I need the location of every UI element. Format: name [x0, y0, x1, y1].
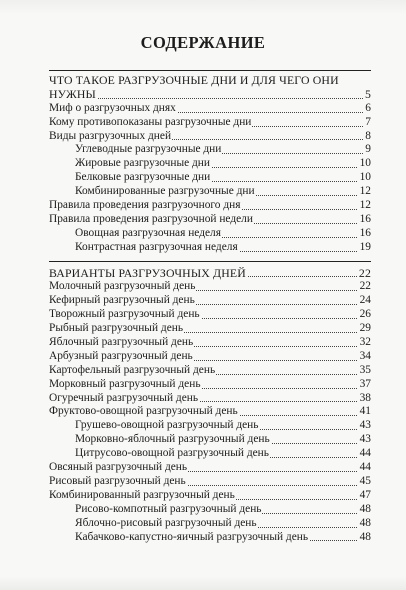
- section-divider: [49, 261, 371, 262]
- toc-entry-label: Фруктово-овощной разгрузочный день: [49, 405, 238, 418]
- toc-entry-label: Яблочный разгрузочный день: [49, 336, 194, 349]
- toc-page-number: 24: [359, 294, 371, 307]
- toc-entry: [49, 392, 371, 406]
- toc-section-heading-cont: [49, 88, 371, 102]
- toc-subentry: [49, 171, 371, 185]
- toc-entry: [49, 350, 371, 364]
- toc-page-number: 16: [359, 226, 371, 239]
- toc-entry-label: Правила проведения разгрузочной недели: [49, 212, 253, 225]
- toc-entry-label: Кабачково-капустно-яичный разгрузочный день: [75, 530, 309, 543]
- toc-page-number: 43: [359, 419, 371, 432]
- toc-page-number: 10: [359, 171, 371, 184]
- toc-entry-label: Грушево-овощной разгрузочный день: [75, 419, 259, 432]
- toc-page-number: 9: [365, 143, 371, 156]
- toc-subentry: [49, 503, 371, 517]
- toc-entry: [49, 489, 371, 503]
- toc-entry-label: Картофельный разгрузочный день: [49, 363, 216, 376]
- toc-entry-label: Кому противопоказаны разгрузочные дни: [49, 115, 252, 128]
- toc-entry-label: Огуречный разгрузочный день: [49, 391, 199, 404]
- toc-entry-label: Белковые разгрузочные дни: [75, 171, 211, 184]
- toc-entry-label: Жировые разгрузочные дни: [75, 157, 210, 170]
- toc-heading-line-1: ЧТО ТАКОЕ РАЗГРУЗОЧНЫЕ ДНИ И ДЛЯ ЧЕГО ОНИ: [49, 73, 339, 87]
- toc-entry-label: Кефирный разгрузочный день: [49, 294, 195, 307]
- toc-entry-label: Овощная разгрузочная неделя: [75, 226, 221, 239]
- toc-page-number: 7: [365, 115, 371, 128]
- toc-page-number: 12: [359, 185, 371, 198]
- toc-entry-label: Рисовый разгрузочный день: [49, 474, 186, 487]
- page-title: СОДЕРЖАНИЕ: [140, 33, 266, 52]
- toc-entry: [49, 102, 371, 116]
- toc-entry: [49, 364, 371, 378]
- toc-page-number: 43: [359, 433, 371, 446]
- toc-entry-label: Правила проведения разгрузочного дня: [49, 199, 241, 212]
- bleed-through-text: [150, 2, 350, 14]
- toc-page-number: 19: [359, 240, 371, 253]
- toc-entry-label: Рисово-компотный разгрузочный день: [75, 502, 262, 515]
- toc-page-number: 16: [359, 212, 371, 225]
- toc-subentry: [49, 433, 371, 447]
- toc-entry: [49, 336, 371, 350]
- toc-entry-label: Рыбный разгрузочный день: [49, 322, 184, 335]
- toc-entry-label: Контрастная разгрузочная неделя: [75, 240, 238, 253]
- toc-entry: [49, 199, 371, 213]
- toc-section-heading: [49, 74, 371, 88]
- toc-section-heading: [49, 267, 371, 281]
- section-divider: [49, 70, 371, 71]
- toc-entry-label: Цитрусово-овощной разгрузочный день: [75, 447, 269, 460]
- toc-page-number: 26: [359, 308, 371, 321]
- toc-entry: [49, 280, 371, 294]
- dot-leader: [49, 98, 371, 99]
- table-of-contents: [49, 70, 371, 544]
- toc-page-number: 22: [358, 265, 371, 280]
- toc-entry: [49, 130, 371, 144]
- toc-subentry: [49, 157, 371, 171]
- toc-entry-label: Миф о разгрузочных днях: [49, 101, 176, 114]
- toc-page-number: 10: [359, 157, 371, 170]
- toc-entry-label: Яблочно-рисовый разгрузочный день: [75, 516, 257, 529]
- toc-entry: [49, 294, 371, 308]
- toc-page-number: 47: [359, 488, 371, 501]
- toc-page-number: 41: [359, 405, 371, 418]
- toc-page-number: 22: [359, 280, 371, 293]
- toc-entry-label: Овсяный разгрузочный день: [49, 461, 188, 474]
- toc-entry: [49, 475, 371, 489]
- toc-subentry: [49, 419, 371, 433]
- toc-entry-label: Арбузный разгрузочный день: [49, 349, 193, 362]
- toc-page-number: 35: [359, 363, 371, 376]
- toc-page-number: 48: [359, 516, 371, 529]
- toc-entry: [49, 461, 371, 475]
- toc-page-number: 44: [359, 461, 371, 474]
- toc-subentry: [49, 531, 371, 545]
- toc-page-number: 48: [359, 502, 371, 515]
- toc-page-number: 8: [365, 129, 371, 142]
- toc-entry: [49, 116, 371, 130]
- toc-page-number: 6: [365, 101, 371, 114]
- toc-subentry: [49, 185, 371, 199]
- toc-page-number: 37: [359, 377, 371, 390]
- toc-subentry: [49, 241, 371, 255]
- toc-entry: [49, 308, 371, 322]
- toc-subentry: [49, 447, 371, 461]
- toc-entry-label: Морковный разгрузочный день: [49, 377, 201, 390]
- toc-page-number: 38: [359, 391, 371, 404]
- toc-page-number: 32: [359, 336, 371, 349]
- toc-page-number: 5: [364, 86, 371, 101]
- toc-subentry: [49, 227, 371, 241]
- toc-page-number: 12: [359, 199, 371, 212]
- toc-entry-label: Виды разгрузочных дней: [49, 129, 172, 142]
- toc-page-number: 48: [359, 530, 371, 543]
- toc-entry-label: Творожный разгрузочный день: [49, 308, 200, 321]
- toc-page-number: 29: [359, 322, 371, 335]
- toc-entry-label: Комбинированные разгрузочные дни: [75, 185, 255, 198]
- toc-page-number: 34: [359, 349, 371, 362]
- toc-page-number: 44: [359, 447, 371, 460]
- toc-subentry: [49, 517, 371, 531]
- toc-heading-line-2: НУЖНЫ: [49, 86, 96, 101]
- toc-page-number: 45: [359, 474, 371, 487]
- toc-entry-label: Углеводные разгрузочные дни: [75, 143, 222, 156]
- toc-subentry: [49, 143, 371, 157]
- toc-entry: [49, 213, 371, 227]
- toc-entry: [49, 322, 371, 336]
- toc-entry-label: Молочный разгрузочный день: [49, 280, 196, 293]
- toc-entry-label: Морковно-яблочный разгрузочный день: [75, 433, 270, 446]
- toc-heading-label: ВАРИАНТЫ РАЗГРУЗОЧНЫХ ДНЕЙ: [49, 265, 246, 280]
- toc-entry-label: Комбинированный разгрузочный день: [49, 488, 235, 501]
- toc-entry: [49, 405, 371, 419]
- toc-entry: [49, 378, 371, 392]
